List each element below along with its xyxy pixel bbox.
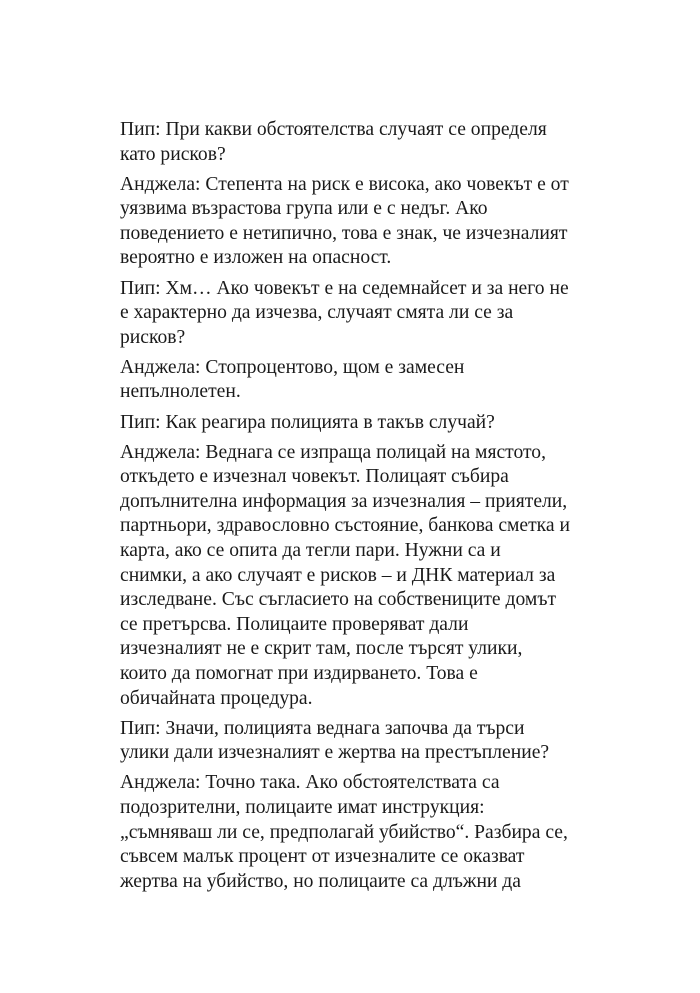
text-line: изчезналият не е скрит там, после търсят улики, <box>120 638 523 660</box>
text-line: улики дали изчезналият е жертва на престъпление? <box>120 742 550 764</box>
text-line: изследване. Със съгласието на собствениците домът <box>120 589 557 611</box>
paragraph <box>120 173 590 271</box>
text-line: карта, ако се опита да тегли пари. Нужни са и <box>120 540 501 561</box>
text-line: подозрителни, полицаите имат инструкция: <box>120 796 485 818</box>
text-line: Пип: При какви обстоятелства случаят се определя <box>120 119 547 140</box>
text-line: Анджела: Веднага се изпраща полицай на мястото, <box>120 441 546 463</box>
text-line: вероятно е изложен на опасност. <box>120 247 392 269</box>
text-line: съвсем малък процент от изчезналите се оказват <box>120 846 525 868</box>
text-line: Анджела: Точно така. Ако обстоятелствата са <box>120 772 500 794</box>
paragraph <box>120 277 590 351</box>
text-line: се претърсва. Полицаите проверяват дали <box>120 613 469 635</box>
text-line: Анджела: Степента на риск е висока, ако човекът е от <box>120 173 569 195</box>
paragraph <box>120 356 590 405</box>
text-line: Анджела: Стопроцентово, щом е замесен <box>120 356 465 378</box>
text-line: поведението е нетипично, това е знак, че изчезналият <box>120 222 568 244</box>
text-line: „съмняваш ли се, предполагай убийство“. Разбира се, <box>120 821 568 843</box>
text-line: Пип: Как реагира полицията в такъв случай? <box>120 411 495 433</box>
paragraph <box>120 411 590 436</box>
paragraph <box>120 717 590 766</box>
text-line: жертва на убийство, но полицаите са длъжни да <box>120 870 521 892</box>
text-line: откъдето е изчезнал човекът. Полицаят събира <box>120 466 509 488</box>
paragraph <box>120 118 590 167</box>
paragraph <box>120 771 590 894</box>
text-line: обичайната процедура. <box>120 687 313 709</box>
paragraph <box>120 441 590 712</box>
text-line: Пип: Значи, полицията веднага започва да търси <box>120 717 525 739</box>
dialogue-text <box>120 118 590 900</box>
text-line: допълнителна информация за изчезналия – приятели, <box>120 490 568 512</box>
text-line: снимки, а ако случаят е рисков – и ДНК материал за <box>120 564 556 586</box>
text-line: Пип: Хм… Ако човекът е на седемнайсет и за него не <box>120 277 569 299</box>
text-line: непълнолетен. <box>120 381 241 403</box>
text-line: които да помогнат при издирването. Това е <box>120 662 478 684</box>
text-line: партньори, здравословно състояние, банкова сметка и <box>120 515 570 537</box>
text-line: уязвима възрастова група или е с недъг. Ако <box>120 198 488 220</box>
text-line: е характерно да изчезва, случаят смята ли се за <box>120 302 514 324</box>
text-line: като рисков? <box>120 143 226 165</box>
text-line: рисков? <box>120 326 186 348</box>
